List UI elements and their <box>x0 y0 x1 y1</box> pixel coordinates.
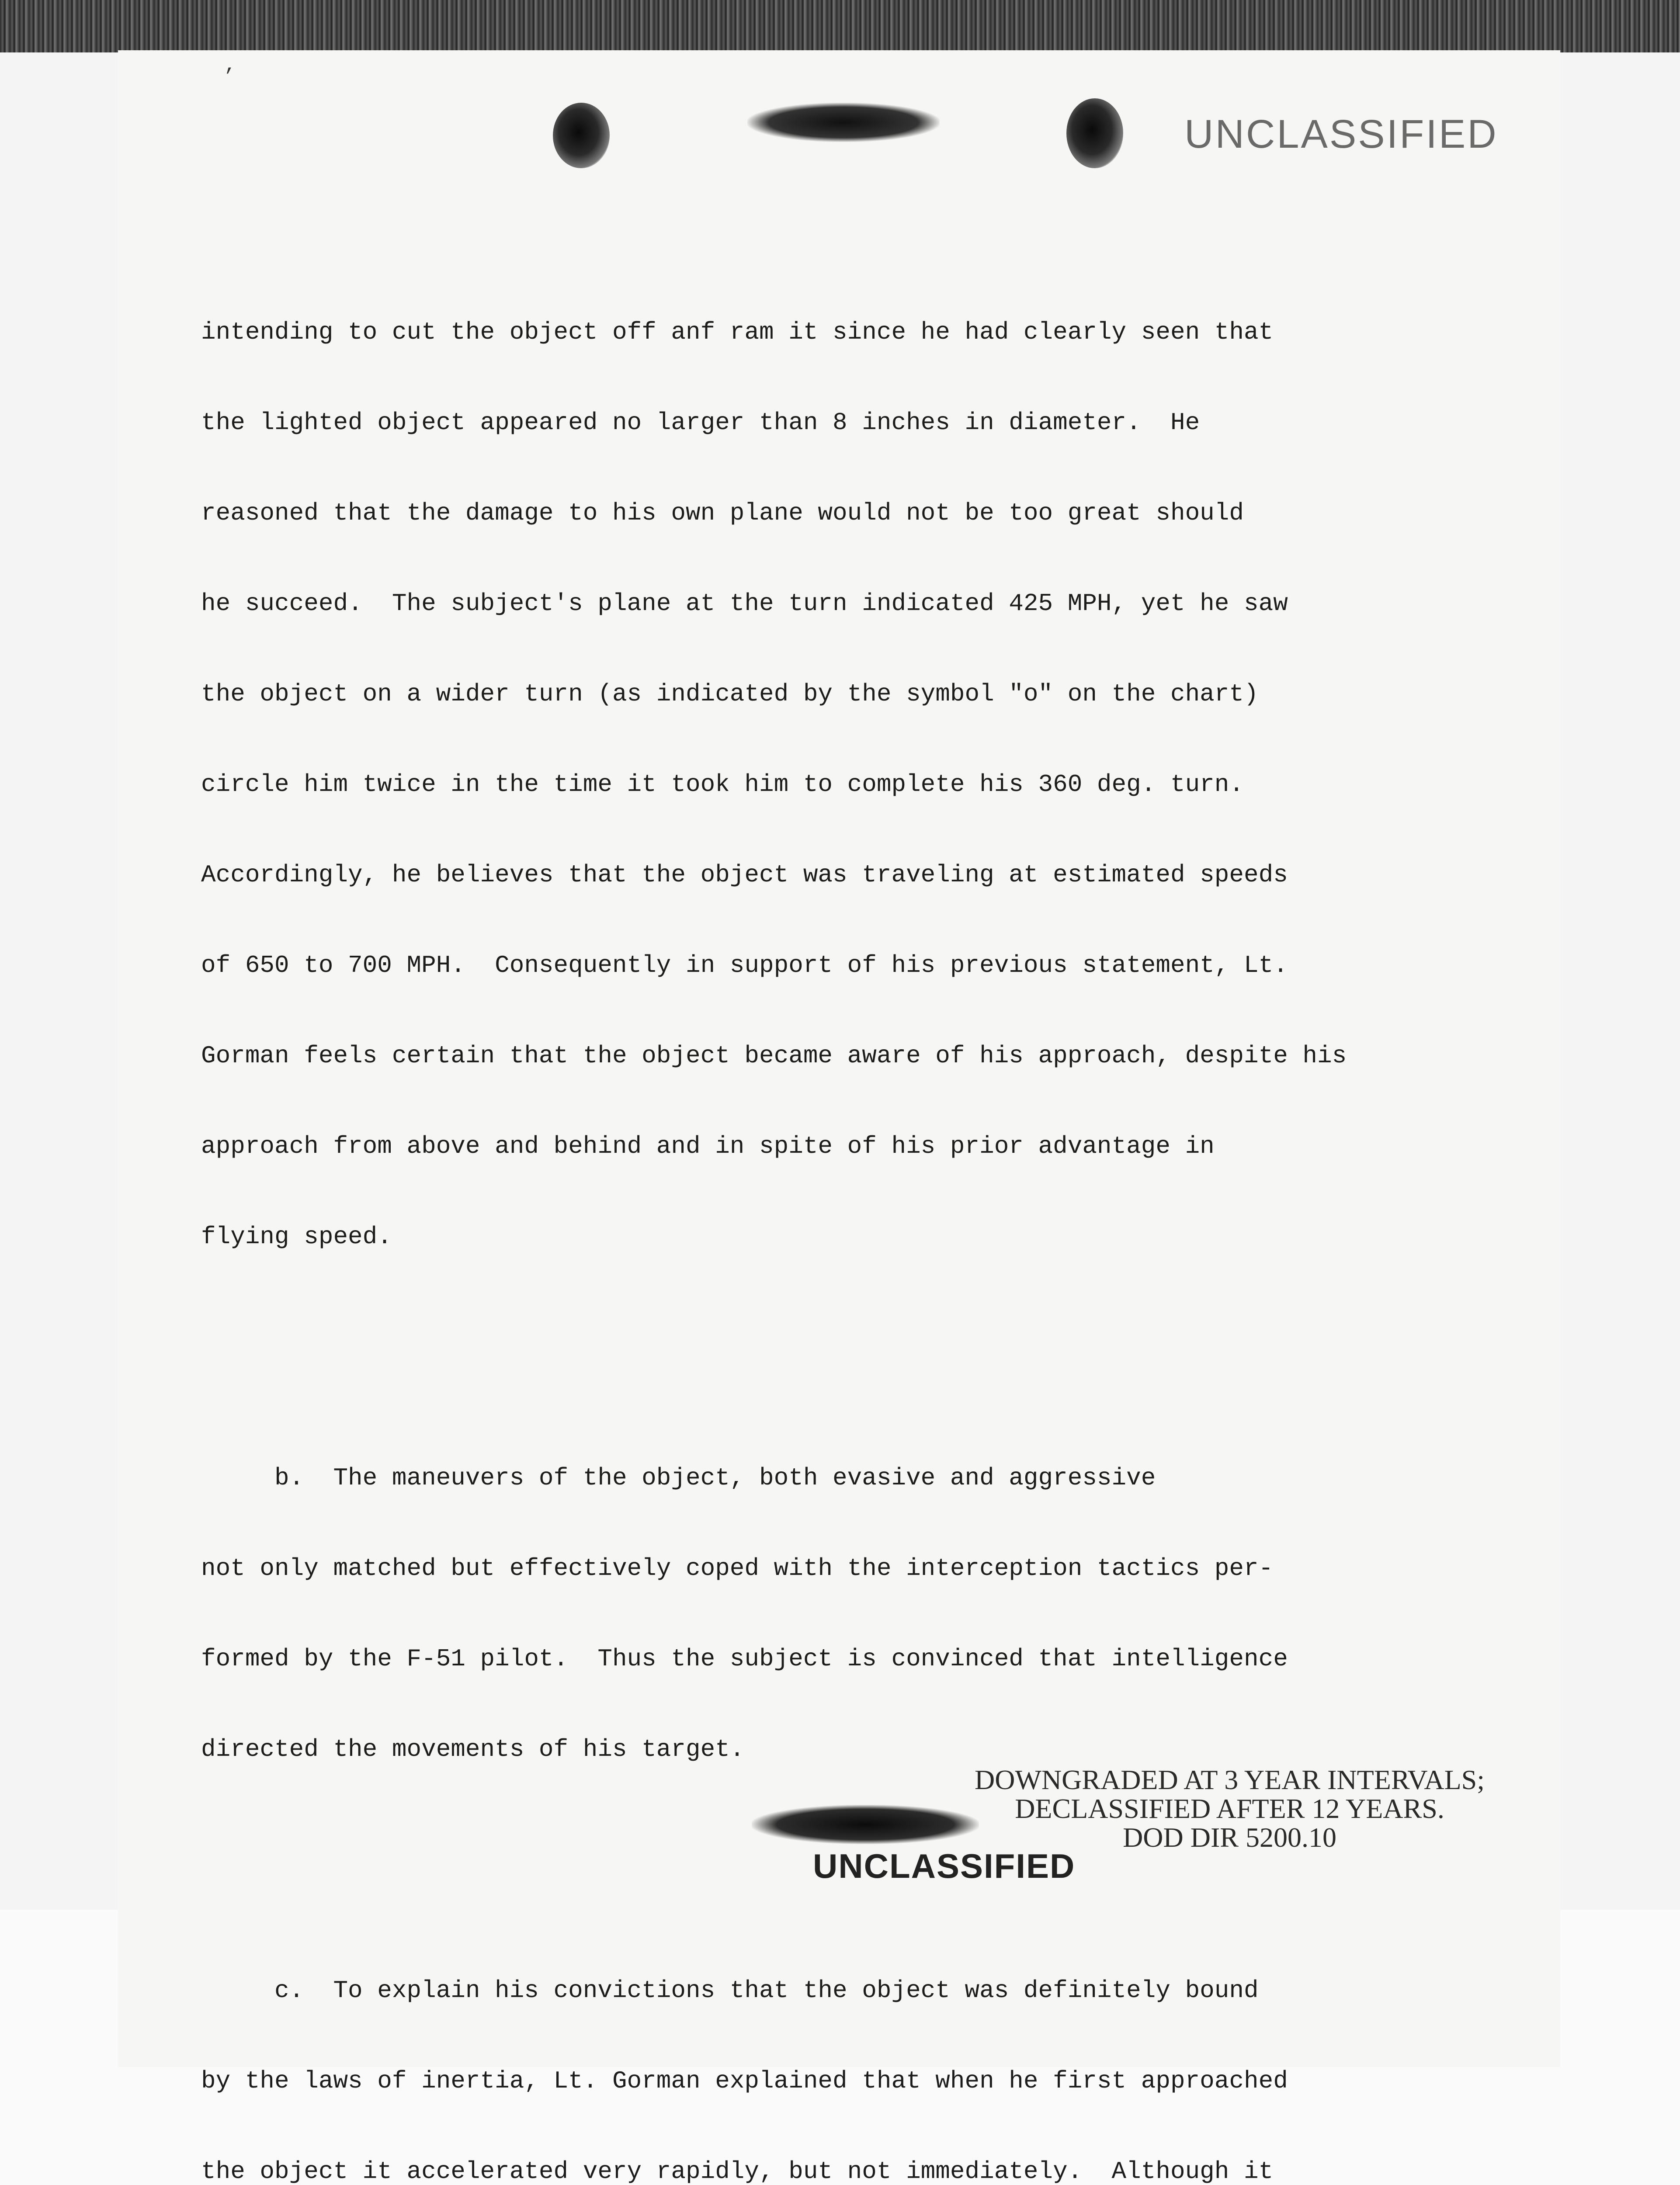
paragraph-b <box>201 1403 1512 1825</box>
text-line: Gorman feels certain that the object became aware of his approach, despite his <box>201 1042 1347 1070</box>
text-line: approach from above and behind and in spite of his prior advantage in <box>201 1132 1215 1160</box>
memo-body <box>201 197 1512 2185</box>
downgrade-line: DECLASSIFIED AFTER 12 YEARS. <box>1015 1793 1444 1824</box>
text-line: flying speed. <box>201 1223 392 1251</box>
paragraph-c <box>201 1915 1512 2185</box>
text-line: directed the movements of his target. <box>201 1735 745 1763</box>
punch-hole-left <box>553 103 610 168</box>
scan-left-margin <box>0 52 118 1910</box>
downgrade-line: DOWNGRADED AT 3 YEAR INTERVALS; <box>975 1764 1485 1795</box>
text-line: he succeed. The subject's plane at the turn indicated 425 MPH, yet he saw <box>201 590 1288 617</box>
text-line: the object on a wider turn (as indicated by the symbol "o" on the chart) <box>201 680 1259 708</box>
redaction-stamp-bottom <box>752 1805 979 1844</box>
text-line: c. To explain his convictions that the object was definitely bound <box>201 1977 1259 2005</box>
text-line: circle him twice in the time it took him to complete his 360 deg. turn. <box>201 770 1244 798</box>
text-line: not only matched but effectively coped with the interception tactics per- <box>201 1554 1274 1582</box>
text-line: Accordingly, he believes that the object was traveling at estimated speeds <box>201 861 1288 889</box>
classification-bottom: UNCLASSIFIED <box>813 1847 1076 1885</box>
margin-mark: ’ <box>223 66 235 88</box>
text-line: formed by the F-51 pilot. Thus the subject is convinced that intelligence <box>201 1645 1288 1673</box>
scan-top-edge <box>0 0 1680 52</box>
text-line: the lighted object appeared no larger than 8 inches in diameter. He <box>201 409 1200 437</box>
punch-hole-right <box>1066 98 1123 168</box>
text-line: intending to cut the object off anf ram it since he had clearly seen that <box>201 318 1274 346</box>
text-line: reasoned that the damage to his own plane would not be too great should <box>201 499 1244 527</box>
text-line: b. The maneuvers of the object, both evasive and aggressive <box>201 1464 1156 1492</box>
classification-top: UNCLASSIFIED <box>1184 112 1498 156</box>
redaction-stamp-top <box>747 103 940 142</box>
paragraph-continuation <box>201 257 1512 1312</box>
text-line: of 650 to 700 MPH. Consequently in support of his previous statement, Lt. <box>201 951 1288 979</box>
downgrade-line: DOD DIR 5200.10 <box>1123 1822 1336 1853</box>
downgrade-stamp <box>975 1765 1485 1852</box>
text-line: the object it accelerated very rapidly, but not immediately. Although it <box>201 2157 1274 2185</box>
text-line: by the laws of inertia, Lt. Gorman explained that when he first approached <box>201 2067 1288 2095</box>
scan-right-margin <box>1560 52 1680 1910</box>
